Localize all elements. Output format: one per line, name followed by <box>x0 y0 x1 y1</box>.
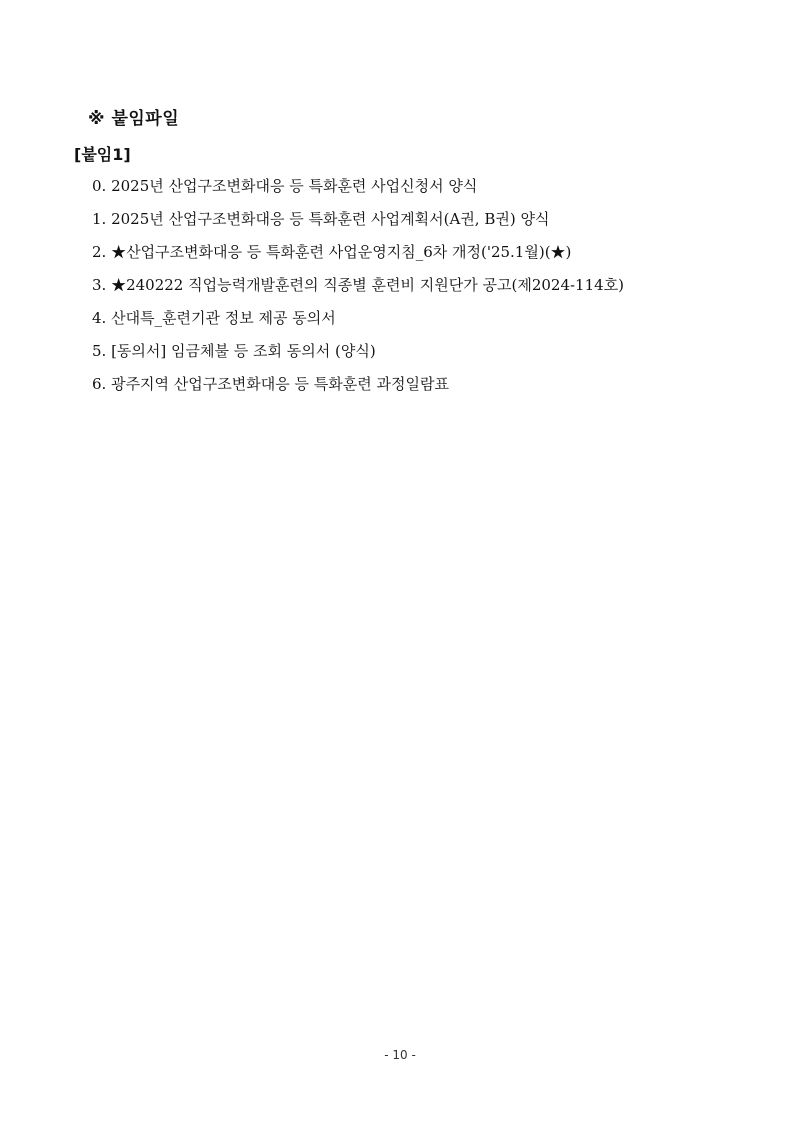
attachments-heading: ※ 붙임파일 <box>88 109 180 129</box>
attachment-item: 1. 2025년 산업구조변화대응 등 특화훈련 사업계획서(A권, B권) 양식 <box>92 210 550 228</box>
attachment-item: 4. 산대특_훈련기관 정보 제공 동의서 <box>92 309 336 327</box>
attachment-section-label: [붙임1] <box>74 145 131 164</box>
attachment-item: 5. [동의서] 임금체불 등 조회 동의서 (양식) <box>92 342 376 360</box>
page-number: - 10 - <box>384 1048 416 1062</box>
attachment-list <box>92 172 772 403</box>
attachment-item: 2. ★산업구조변화대응 등 특화훈련 사업운영지침_6차 개정('25.1월)(★) <box>92 243 572 261</box>
attachment-item: 6. 광주지역 산업구조변화대응 등 특화훈련 과정일람표 <box>92 375 449 393</box>
attachment-item: 0. 2025년 산업구조변화대응 등 특화훈련 사업신청서 양식 <box>92 177 478 195</box>
attachment-item: 3. ★240222 직업능력개발훈련의 직종별 훈련비 지원단가 공고(제2024-114호) <box>92 276 625 294</box>
